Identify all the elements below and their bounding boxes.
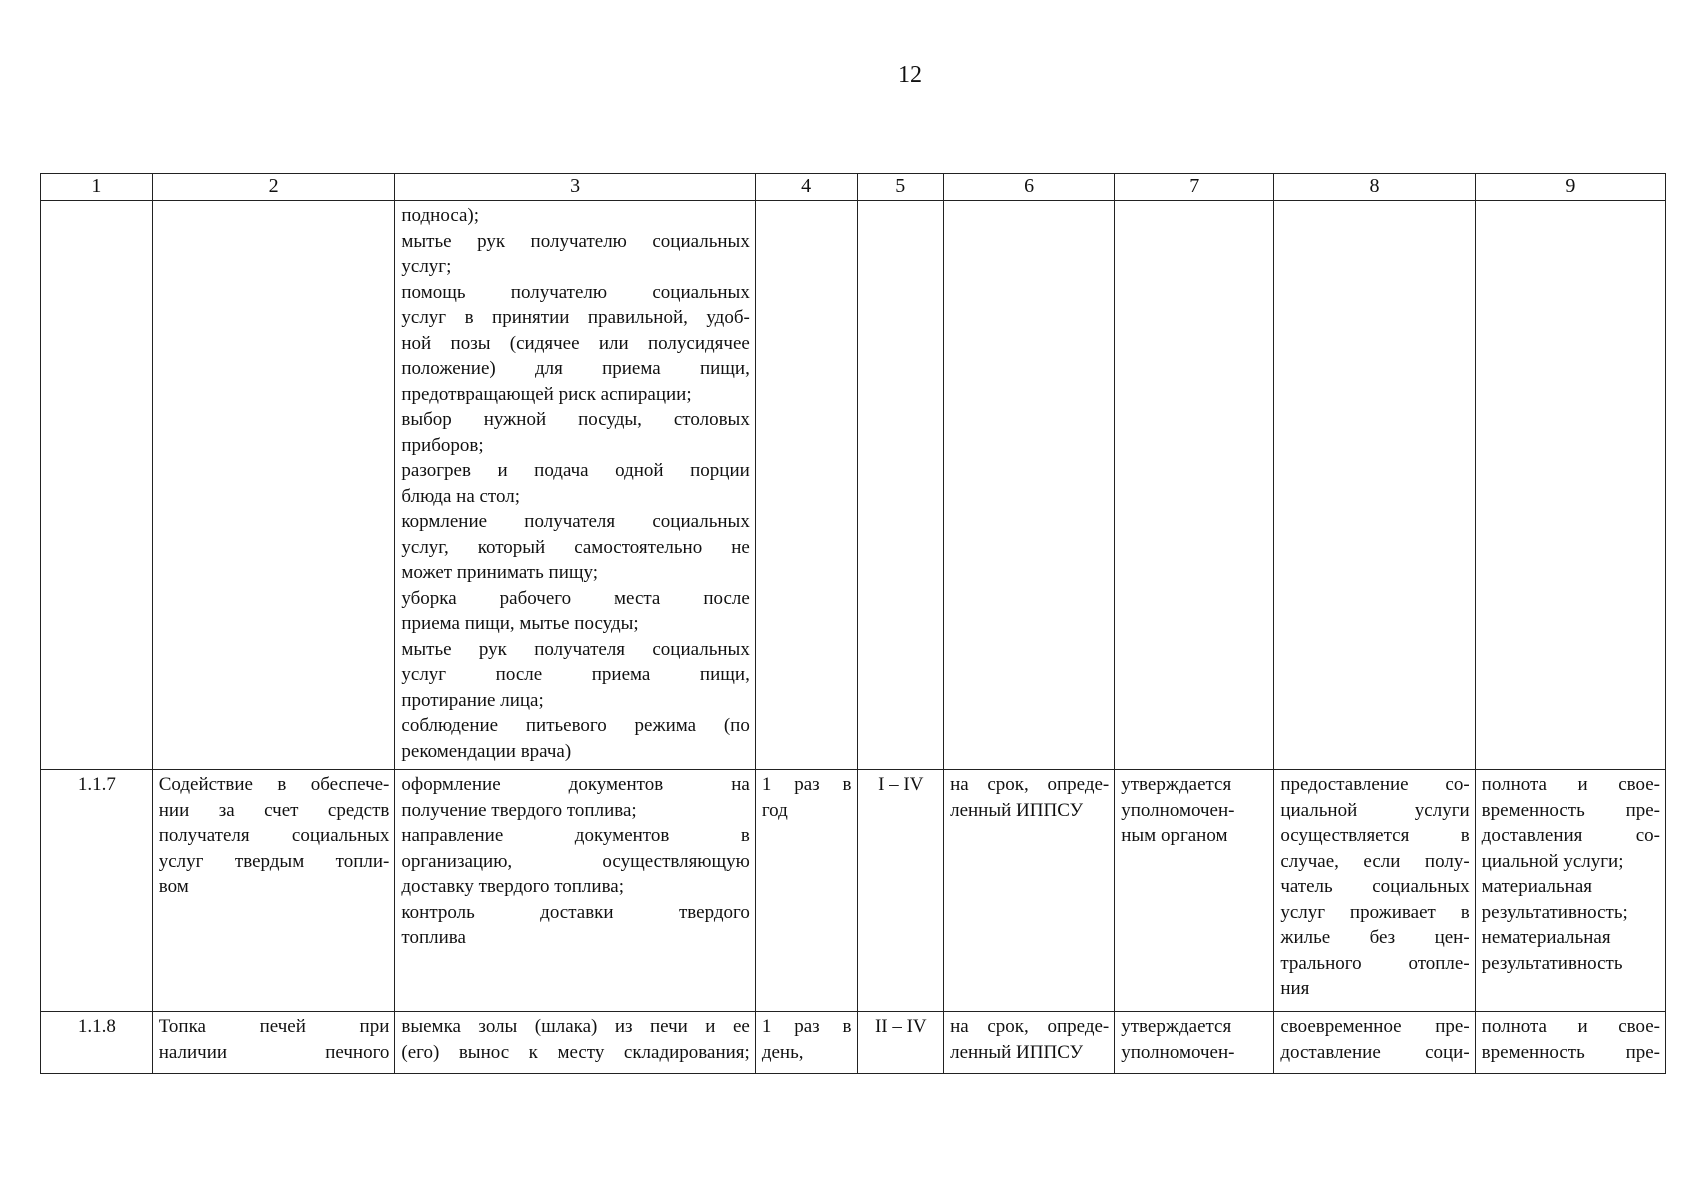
quality-line: временность пре- bbox=[1481, 799, 1660, 821]
content-line: получение твердого топлива; bbox=[401, 799, 637, 821]
header-col-6: 6 bbox=[944, 174, 1115, 201]
header-col-3: 3 bbox=[395, 174, 755, 201]
content-line: протирание лица; bbox=[401, 689, 544, 711]
quality-line: временность пре- bbox=[1481, 1041, 1660, 1063]
content-line: мытье рук получателю социальных bbox=[401, 230, 750, 252]
content-line: может принимать пищу; bbox=[401, 562, 599, 583]
service-cost bbox=[1115, 1012, 1274, 1074]
service-conditions bbox=[1274, 1012, 1475, 1074]
content-line: направление документов в bbox=[401, 825, 750, 846]
content-line: услуг в принятии правильной, удоб- bbox=[401, 307, 750, 328]
cost-line: ным органом bbox=[1121, 825, 1228, 846]
row-continuation-name bbox=[152, 201, 395, 770]
header-col-8: 8 bbox=[1274, 174, 1475, 201]
service-conditions bbox=[1274, 770, 1475, 1012]
content-line: выемка золы (шлака) из печи и ее bbox=[401, 1016, 750, 1037]
quality-line: нематериальная bbox=[1481, 927, 1611, 948]
frequency-line: год bbox=[761, 799, 788, 821]
conditions-line: услуг проживает в bbox=[1280, 901, 1470, 923]
content-line: оформление документов на bbox=[401, 774, 750, 795]
content-line: услуг; bbox=[401, 256, 452, 277]
content-line: услуг после приема пищи, bbox=[401, 664, 750, 685]
conditions-line: жилье без цен- bbox=[1280, 927, 1470, 948]
row-continuation-conditions bbox=[1274, 201, 1475, 770]
service-cost bbox=[1115, 770, 1274, 1012]
quality-line: доставления со- bbox=[1481, 825, 1660, 846]
content-line: контроль доставки твердого bbox=[401, 901, 750, 923]
conditions-line: предоставление со- bbox=[1280, 774, 1470, 795]
service-forms: I – IV bbox=[857, 770, 944, 1012]
conditions-line: циальной услуги bbox=[1280, 799, 1470, 821]
row-continuation-content bbox=[395, 201, 755, 770]
content-line: разогрев и подача одной порции bbox=[401, 460, 750, 481]
table-row-1-1-8 bbox=[41, 1012, 1666, 1074]
conditions-line: случае, если полу- bbox=[1280, 850, 1470, 872]
term-line: на срок, опреде- bbox=[950, 1016, 1110, 1037]
row-continuation-term bbox=[944, 201, 1115, 770]
conditions-line: чатель социальных bbox=[1280, 876, 1470, 897]
term-line: на срок, опреде- bbox=[950, 774, 1110, 795]
conditions-line: доставление соци- bbox=[1280, 1041, 1470, 1063]
service-content bbox=[395, 770, 755, 1012]
content-line: топлива bbox=[401, 927, 466, 948]
row-continuation-cost bbox=[1115, 201, 1274, 770]
service-frequency bbox=[755, 1012, 857, 1074]
content-line: мытье рук получателя социальных bbox=[401, 638, 750, 660]
service-name-line: получателя социальных bbox=[158, 825, 390, 846]
cost-line: уполномочен- bbox=[1121, 1041, 1235, 1063]
conditions-line: осуществляется в bbox=[1280, 825, 1470, 846]
quality-line: результативность; bbox=[1481, 901, 1628, 923]
frequency-line: 1 раз в bbox=[761, 774, 852, 795]
content-line: предотвращающей риск аспирации; bbox=[401, 383, 692, 405]
service-name bbox=[152, 770, 395, 1012]
content-line: положение) для приема пищи, bbox=[401, 358, 750, 379]
service-frequency bbox=[755, 770, 857, 1012]
page-number: 12 bbox=[898, 62, 922, 88]
content-line: организацию, осуществляющую bbox=[401, 850, 750, 872]
services-table bbox=[40, 173, 1666, 1074]
service-forms: II – IV bbox=[857, 1012, 944, 1074]
table-row-1-1-7 bbox=[41, 770, 1666, 1012]
term-line: ленный ИППСУ bbox=[950, 1041, 1084, 1063]
service-name-line: нии за счет средств bbox=[158, 799, 390, 821]
content-line: подноса); bbox=[401, 205, 480, 226]
service-name-line: услуг твердым топли- bbox=[158, 850, 390, 872]
header-col-7: 7 bbox=[1115, 174, 1274, 201]
content-line: кормление получателя социальных bbox=[401, 511, 750, 532]
quality-line: полнота и свое- bbox=[1481, 774, 1660, 795]
quality-line: циальной услуги; bbox=[1481, 850, 1624, 872]
content-line: приборов; bbox=[401, 434, 484, 456]
content-line: ной позы (сидячее или полусидячее bbox=[401, 332, 750, 354]
table-header-row bbox=[41, 174, 1666, 201]
header-col-2: 2 bbox=[152, 174, 395, 201]
content-line: блюда на стол; bbox=[401, 485, 520, 507]
frequency-line: 1 раз в bbox=[761, 1016, 852, 1037]
row-continuation-quality bbox=[1475, 201, 1665, 770]
term-line: ленный ИППСУ bbox=[950, 799, 1084, 821]
cost-line: утверждается bbox=[1121, 774, 1232, 795]
content-line: соблюдение питьевого режима (по bbox=[401, 715, 750, 736]
row-continuation-number bbox=[41, 201, 153, 770]
row-continuation-forms bbox=[857, 201, 944, 770]
service-content bbox=[395, 1012, 755, 1074]
service-name bbox=[152, 1012, 395, 1074]
header-col-5: 5 bbox=[857, 174, 944, 201]
cost-line: утверждается bbox=[1121, 1016, 1232, 1037]
header-col-9: 9 bbox=[1475, 174, 1665, 201]
service-quality bbox=[1475, 1012, 1665, 1074]
content-line: доставку твердого топлива; bbox=[401, 876, 625, 897]
service-term bbox=[944, 1012, 1115, 1074]
service-name-line: вом bbox=[158, 876, 189, 897]
table-row-continuation bbox=[41, 201, 1666, 770]
conditions-line: ния bbox=[1280, 978, 1310, 999]
service-quality bbox=[1475, 770, 1665, 1012]
content-line: уборка рабочего места после bbox=[401, 587, 750, 609]
service-name-line: Топка печей при bbox=[158, 1016, 390, 1037]
service-name-line: наличии печного bbox=[158, 1041, 390, 1063]
service-term bbox=[944, 770, 1115, 1012]
service-name-line: Содействие в обеспече- bbox=[158, 774, 390, 795]
content-line: помощь получателю социальных bbox=[401, 281, 750, 303]
content-line: приема пищи, мытье посуды; bbox=[401, 613, 639, 634]
content-line: рекомендации врача) bbox=[401, 740, 572, 762]
conditions-line: трального отопле- bbox=[1280, 952, 1470, 974]
header-col-4: 4 bbox=[755, 174, 857, 201]
content-line: выбор нужной посуды, столовых bbox=[401, 409, 750, 430]
content-line: услуг, который самостоятельно не bbox=[401, 536, 750, 558]
row-continuation-frequency bbox=[755, 201, 857, 770]
quality-line: результативность bbox=[1481, 952, 1623, 974]
quality-line: полнота и свое- bbox=[1481, 1016, 1660, 1037]
header-col-1: 1 bbox=[41, 174, 153, 201]
content-line: (его) вынос к месту складирования; bbox=[401, 1041, 750, 1063]
conditions-line: своевременное пре- bbox=[1280, 1016, 1470, 1037]
quality-line: материальная bbox=[1481, 876, 1592, 897]
row-number: 1.1.7 bbox=[41, 770, 153, 1012]
cost-line: уполномочен- bbox=[1121, 799, 1235, 821]
frequency-line: день, bbox=[761, 1041, 804, 1063]
row-number: 1.1.8 bbox=[41, 1012, 153, 1074]
